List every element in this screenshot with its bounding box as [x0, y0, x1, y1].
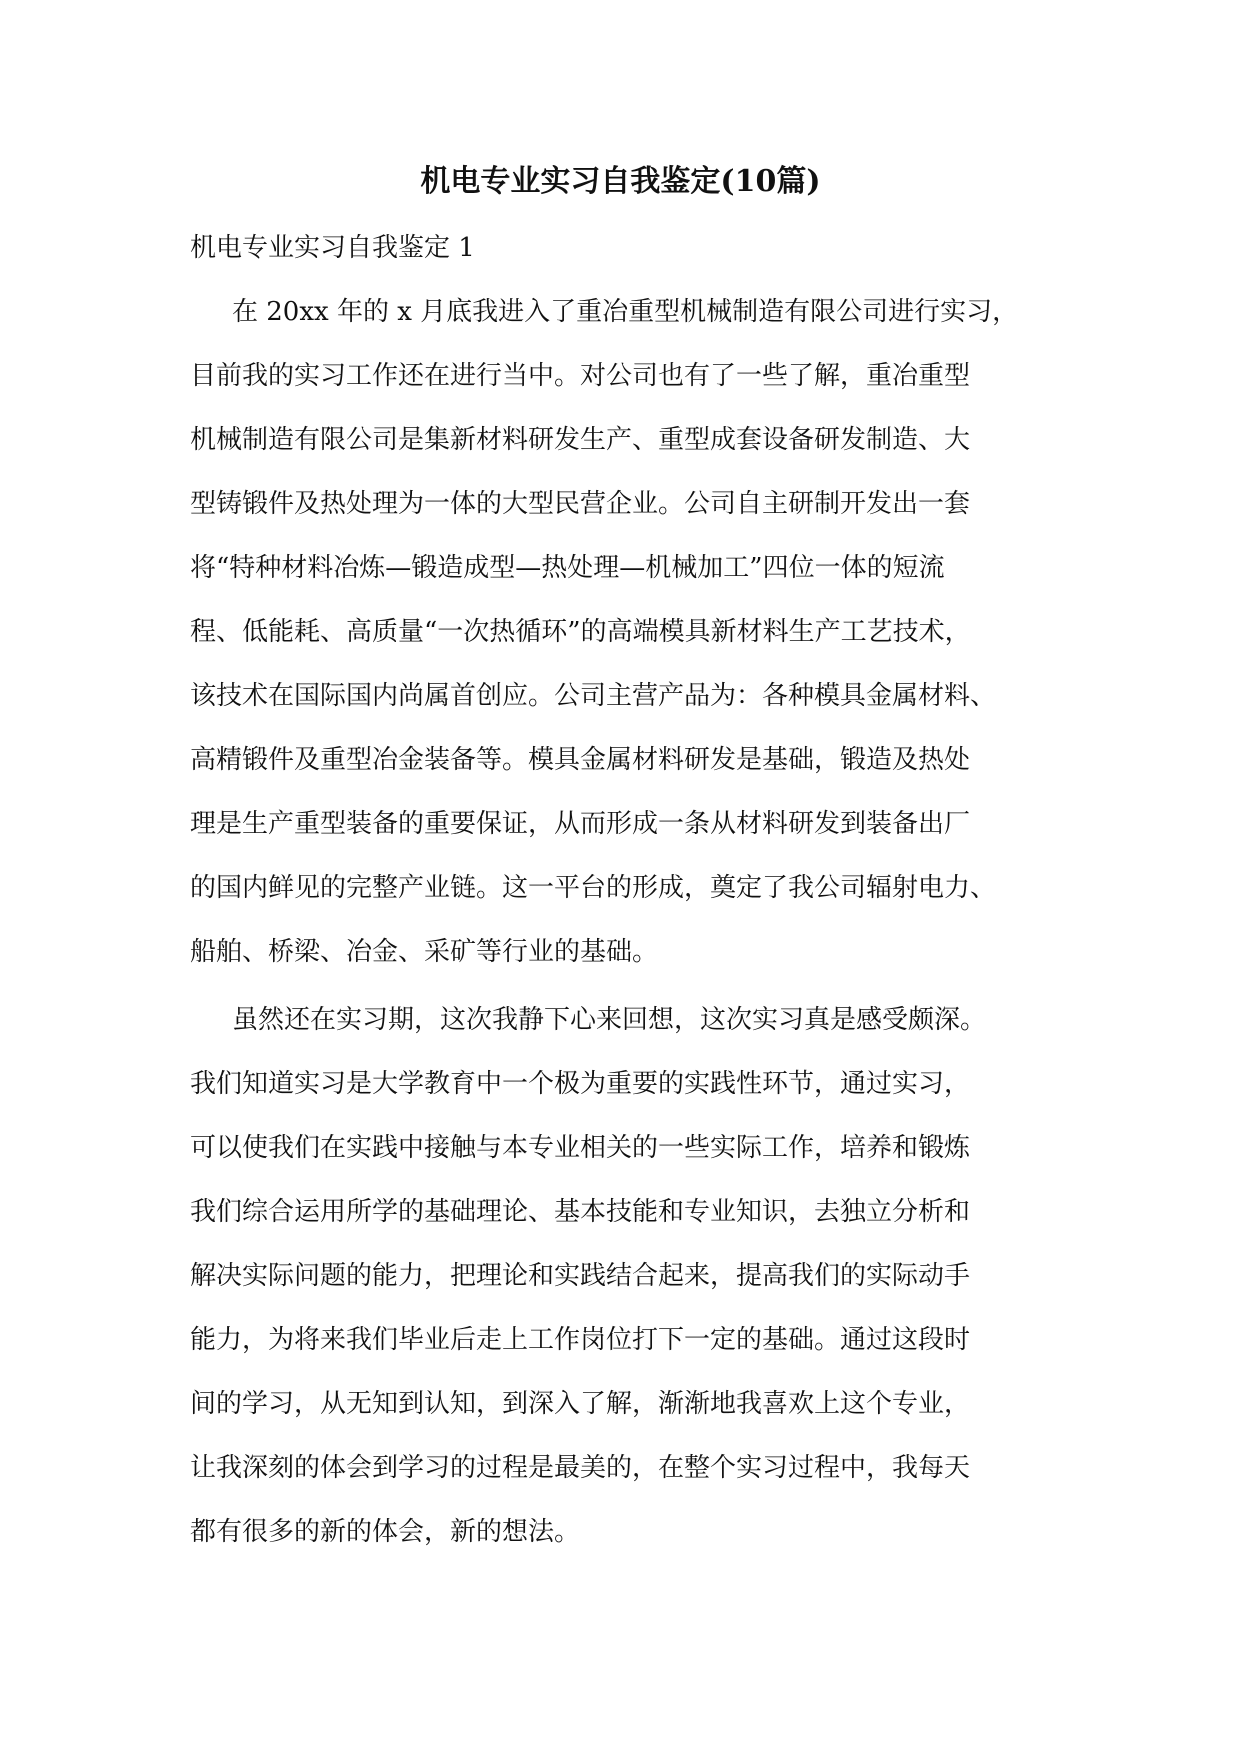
paragraph-line: 目前我的实习工作还在进行当中。对公司也有了一些了解，重冶重型: [190, 361, 971, 391]
paragraph-line: 船舶、桥梁、冶金、采矿等行业的基础。: [190, 937, 659, 967]
paragraph-line: 理是生产重型装备的重要保证，从而形成一条从材料研发到装备出厂: [190, 809, 971, 839]
paragraph-line: 型铸锻件及热处理为一体的大型民营企业。公司自主研制开发出一套: [190, 489, 971, 519]
paragraph-line: 可以使我们在实践中接触与本专业相关的一些实际工作，培养和锻炼: [190, 1133, 971, 1163]
paragraph-line: 让我深刻的体会到学习的过程是最美的，在整个实习过程中，我每天: [190, 1453, 971, 1483]
paragraph-2: [190, 988, 1070, 1564]
paragraph-line: 的国内鲜见的完整产业链。这一平台的形成，奠定了我公司辐射电力、: [190, 873, 997, 903]
paragraph-line: 程、低能耗、高质量“一次热循环”的高端模具新材料生产工艺技术，: [190, 617, 971, 647]
paragraph-line: 我们综合运用所学的基础理论、基本技能和专业知识，去独立分析和: [190, 1197, 971, 1227]
section-heading: 机电专业实习自我鉴定 1: [190, 233, 475, 263]
paragraph-line: 将“特种材料冶炼—锻造成型—热处理—机械加工”四位一体的短流: [190, 553, 945, 583]
paragraph-line: 在 20xx 年的 x 月底我进入了重冶重型机械制造有限公司进行实习，: [232, 297, 1019, 327]
paragraph-line: 间的学习，从无知到认知，到深入了解，渐渐地我喜欢上这个专业，: [190, 1389, 971, 1419]
paragraph-1: [190, 280, 1070, 984]
paragraph-line: 该技术在国际国内尚属首创应。公司主营产品为：各种模具金属材料、: [190, 681, 997, 711]
paragraph-line: 高精锻件及重型冶金装备等。模具金属材料研发是基础，锻造及热处: [190, 745, 971, 775]
paragraph-line: 解决实际问题的能力，把理论和实践结合起来，提高我们的实际动手: [190, 1261, 971, 1291]
paragraph-line: 都有很多的新的体会，新的想法。: [190, 1517, 581, 1547]
document-title: 机电专业实习自我鉴定(10篇): [420, 164, 821, 199]
paragraph-line: 我们知道实习是大学教育中一个极为重要的实践性环节，通过实习，: [190, 1069, 971, 1099]
paragraph-line: 虽然还在实习期，这次我静下心来回想，这次实习真是感受颇深。: [232, 1005, 987, 1035]
paragraph-line: 能力，为将来我们毕业后走上工作岗位打下一定的基础。通过这段时: [190, 1325, 971, 1355]
paragraph-line: 机械制造有限公司是集新材料研发生产、重型成套设备研发制造、大: [190, 425, 971, 455]
